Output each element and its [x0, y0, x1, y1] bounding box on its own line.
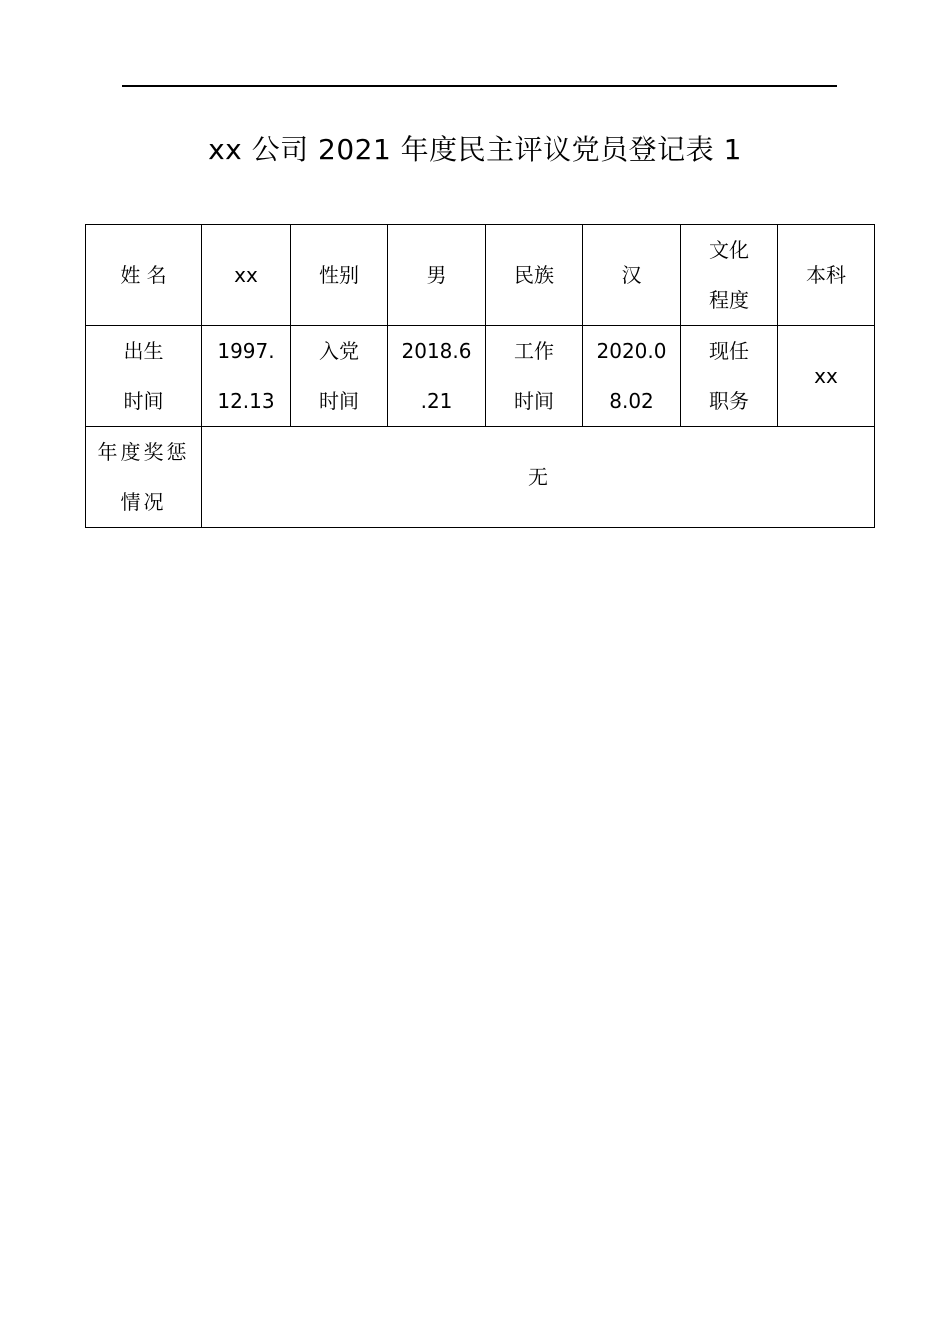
work-label-line1: 工作 — [514, 339, 554, 363]
work-value — [583, 326, 681, 427]
table-row — [86, 326, 875, 427]
birth-label — [86, 326, 202, 427]
position-label-line2: 职务 — [709, 389, 749, 413]
ethnicity-label: 民族 — [486, 225, 583, 326]
education-label — [681, 225, 778, 326]
join-party-value — [388, 326, 486, 427]
header-rule — [122, 85, 837, 87]
birth-value-line1: 1997. — [217, 339, 275, 363]
birth-label-line1: 出生 — [123, 339, 164, 363]
gender-value: 男 — [388, 225, 486, 326]
work-value-line2: 8.02 — [609, 389, 654, 413]
ethnicity-value: 汉 — [583, 225, 681, 326]
awards-label-line1: 年度奖惩 — [97, 440, 190, 464]
work-label — [486, 326, 583, 427]
join-value-line1: 2018.6 — [401, 339, 472, 363]
awards-value: 无 — [202, 427, 875, 528]
education-value: 本科 — [778, 225, 875, 326]
registration-table — [85, 224, 875, 528]
name-label: 姓 名 — [86, 225, 202, 326]
join-label-line2: 时间 — [319, 389, 359, 413]
birth-value — [202, 326, 291, 427]
join-party-label — [291, 326, 388, 427]
work-value-line1: 2020.0 — [596, 339, 667, 363]
document-title: xx 公司 2021 年度民主评议党员登记表 1 — [208, 133, 742, 166]
education-label-line2: 程度 — [709, 288, 749, 312]
education-label-line1: 文化 — [709, 238, 749, 262]
awards-label-line2: 情况 — [120, 490, 167, 514]
table-row — [86, 427, 875, 528]
birth-value-line2: 12.13 — [217, 389, 275, 413]
join-label-line1: 入党 — [319, 339, 359, 363]
position-label-line1: 现任 — [709, 339, 749, 363]
awards-label — [86, 427, 202, 528]
work-label-line2: 时间 — [514, 389, 554, 413]
birth-label-line2: 时间 — [123, 389, 164, 413]
name-value: xx — [202, 225, 291, 326]
position-value: xx — [778, 326, 875, 427]
gender-label: 性别 — [291, 225, 388, 326]
position-label — [681, 326, 778, 427]
join-value-line2: .21 — [420, 389, 453, 413]
table-row — [86, 225, 875, 326]
